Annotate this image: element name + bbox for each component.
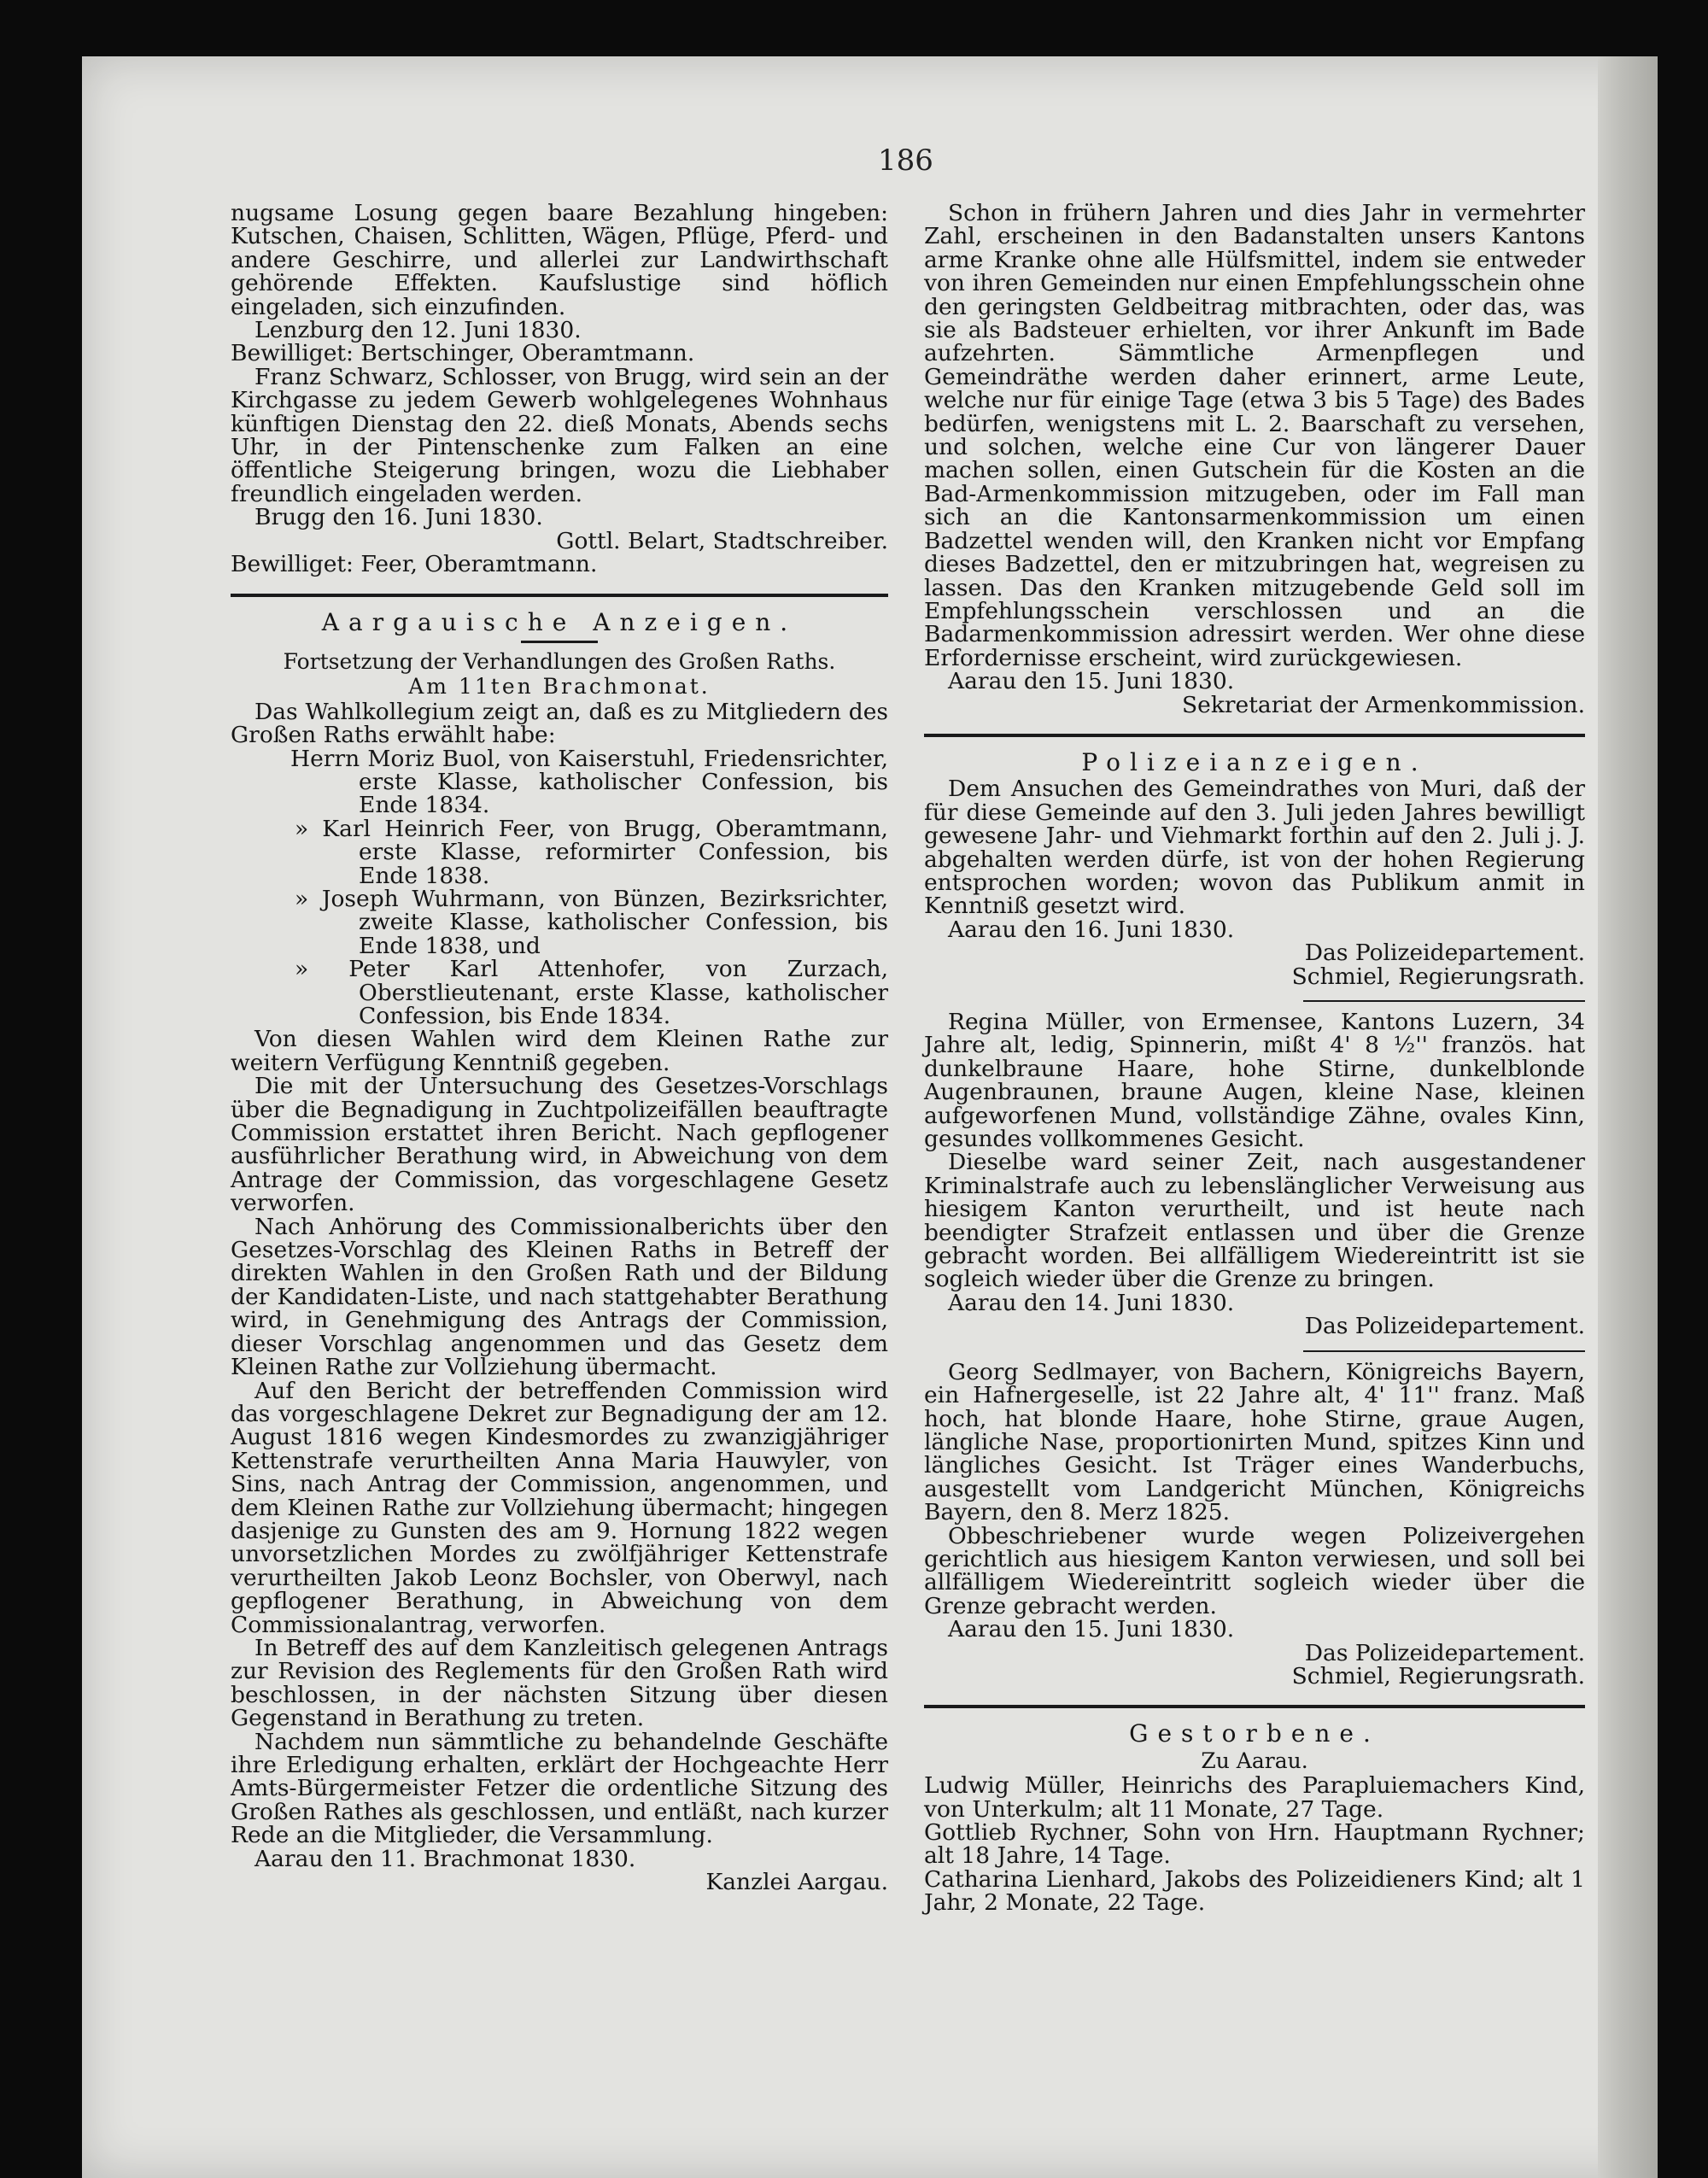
elected-member: Herrn Moriz Buol, von Kaiserstuhl, Friedensrichter, erste Klasse, katholischer Confession, bis Ende 1834. xyxy=(290,745,888,819)
auction-intro: nugsame Losung gegen baare Bezahlung hingeben: Kutschen, Chaisen, Schlitten, Wägen, Pflüge, Pferd- und andere Geschirre, und allerlei zur Landwirthschaft gehörende Effekten. Kaufslustige sind höflich eingeladen, sich einzufinden. xyxy=(231,200,888,320)
brugg-date: Brugg den 16. Juni 1830. xyxy=(254,504,543,531)
death-entry: Catharina Lienhard, Jakobs des Polizeidieners Kind; alt 1 Jahr, 2 Monate, 22 Tage. xyxy=(924,1865,1585,1917)
police-section-title: Polizeianzeigen. xyxy=(1081,747,1428,776)
deaths-section-title: Gestorbene. xyxy=(1129,1719,1380,1748)
bath-notice-date: Aarau den 15. Juni 1830. xyxy=(948,668,1235,695)
section-divider xyxy=(924,1705,1585,1708)
elected-member: » Joseph Wuhrmann, von Bünzen, Bezirksrichter, zweite Klasse, katholischer Confession, bis Ende 1838, und xyxy=(295,885,888,959)
regina-description: Regina Müller, von Ermensee, Kantons Luzern, 34 Jahre alt, ledig, Spinnerin, mißt 4' 8 ½'' französ. hat dunkelbraune Haare, hohe Stirne, dunkelblonde Augenbraunen, braune Augen, kleine Nase, kleinen aufgeworfenen Mund, vollständige Zähne, ovales Kinn, gesundes vollkommenes Gesicht. xyxy=(924,1009,1585,1153)
brugg-approval: Bewilliget: Feer, Oberamtmann. xyxy=(231,551,598,578)
muri-signature: Das Polizeidepartement. xyxy=(1304,940,1585,967)
election-intro: Das Wahlkollegium zeigt an, daß es zu Mitgliedern des Großen Raths erwählt habe: xyxy=(231,698,888,749)
short-divider xyxy=(521,641,598,643)
regulation-paragraph: In Betreff des auf dem Kanzleitisch gelegenen Antrags zur Revision des Reglements für den Großen Rath wird beschlossen, in der nächsten Sitzung über diesen Gegenstand in Berathung zu treten. xyxy=(231,1634,888,1732)
elected-member: » Peter Karl Attenhofer, von Zurzach, Oberstlieutenant, erste Klasse, katholischer Confession, bis Ende 1834. xyxy=(295,956,888,1029)
page-number: 186 xyxy=(878,143,933,178)
muri-signature-2: Schmiel, Regierungsrath. xyxy=(1291,963,1585,990)
regina-expulsion: Dieselbe ward seiner Zeit, nach ausgestandener Kriminalstrafe auch zu lebenslänglicher Verweisung aus hiesigem Kanton verurtheilt, und ist heute nach beendigter Strafzeit entlassen und über die Grenze gebracht worden. Bei allfälligem Wiedereintritt ist sie sogleich wieder über die Grenze zu bringen. xyxy=(924,1149,1585,1293)
closing-paragraph: Nachdem nun sämmtliche zu behandelnde Geschäfte ihre Erledigung erhalten, erklärt der Hochgeachte Herr Amts-Bürgermeister Fetzer die ordentliche Sitzung des Großen Rathes als geschlossen, und entläßt, nach kurzer Rede an die Mitglieder, die Versammlung. xyxy=(231,1728,888,1849)
section-title: Aargauische Anzeigen. xyxy=(321,607,798,636)
georg-date: Aarau den 15. Juni 1830. xyxy=(948,1616,1235,1643)
left-column xyxy=(231,202,888,1894)
regina-date: Aarau den 14. Juni 1830. xyxy=(948,1289,1235,1316)
deaths-location: Zu Aarau. xyxy=(1201,1748,1308,1773)
death-entry: Ludwig Müller, Heinrichs des Parapluiemachers Kind, von Unterkulm; alt 11 Monate, 27 Tage. xyxy=(924,1772,1585,1823)
elected-member: » Karl Heinrich Feer, von Brugg, Oberamtmann, erste Klasse, reformirter Confession, bis Ende 1838. xyxy=(295,815,888,889)
bath-notice-signature: Sekretariat der Armenkommission. xyxy=(1182,691,1585,718)
commission-report-paragraph: Nach Anhörung des Commissionalberichts über den Gesetzes-Vorschlag des Kleinen Raths in Betreff der direkten Wahlen in den Großen Rath und der Bildung der Kandidaten-Liste, und nach stattgehabter Berathung wird, in Genehmigung des Antrags der Commission, dieser Vorschlag angenommen und das Gesetz dem Kleinen Rathe zur Vollziehung übermacht. xyxy=(231,1213,888,1381)
election-note: Von diesen Wahlen wird dem Kleinen Rathe zur weitern Verfügung Kenntniß gegeben. xyxy=(231,1026,888,1076)
lenzburg-approval: Bewilliget: Bertschinger, Oberamtmann. xyxy=(231,340,695,367)
schwarz-notice: Franz Schwarz, Schlosser, von Brugg, wird sein an der Kirchgasse zu jedem Gewerb wohlgelegenes Wohnhaus künftigen Dienstag den 22. dieß Monats, Abends sechs Uhr, in der Pintenschenke zum Falken an eine öffentliche Steigerung bringen, wozu die Liebhaber freundlich eingeladen werden. xyxy=(231,363,888,507)
death-entry: Gottlieb Rychner, Sohn von Hrn. Hauptmann Rychner; alt 18 Jahre, 14 Tage. xyxy=(924,1819,1585,1870)
aarau-date: Aarau den 11. Brachmonat 1830. xyxy=(254,1845,636,1872)
georg-expulsion: Obbeschriebener wurde wegen Polizeivergehen gerichtlich aus hiesigem Kanton verwiesen, und soll bei allfälligem Wiedereintritt sogleich wieder über die Grenze gebracht werden. xyxy=(924,1522,1585,1619)
muri-market-notice: Dem Ansuchen des Gemeindrathes von Muri, daß der für diese Gemeinde auf den 3. Juli jeden Jahres bewilligt gewesene Jahr- und Viehmarkt forthin auf den 2. Juli j. J. abgehalten werden dürfe, ist von der hohen Regierung entsprochen worden; wovon das Publikum anmit in Kenntniß gesetzt wird. xyxy=(924,776,1585,920)
lenzburg-date: Lenzburg den 12. Juni 1830. xyxy=(254,317,582,344)
muri-date: Aarau den 16. Juni 1830. xyxy=(948,916,1235,943)
bath-notice: Schon in frühern Jahren und dies Jahr in vermehrter Zahl, erscheinen in den Badanstalten unsers Kantons arme Kranke ohne alle Hülfsmittel, indem sie entweder von ihren Gemeinden nur einen Empfehlungsschein ohne den geringsten Geldbeitrag mitbrachten, oder das, was sie als Badsteuer erhielten, vor ihrer Ankunft im Bade aufzehrten. Sämmtliche Armenpflegen und Gemeindräthe werden daher erinnert, arme Leute, welche nur für einige Tage (etwa 3 bis 5 Tage) des Bades bedürfen, wenigstens mit L. 2. Baarschaft zu versehen, und solchen, welche eine Cur von längerer Dauer machen sollen, einen Gutschein für die Kosten an die Bad-Armenkommission mitzugeben, oder im Fall man sich an die Kantonsarmenkommission um einen Badzettel wenden will, den Kranken nicht vor Empfang dieses Badzettel, den er mitzubringen hat, wegreisen zu lassen. Das den Kranken mitzugebende Geld soll im Empfehlungsschein verschlossen und an die Badarmenkommission adressirt werden. Wer ohne diese Erfordernisse erscheint, wird zurückgewiesen. xyxy=(924,200,1585,671)
kanzlei-signature: Kanzlei Aargau. xyxy=(705,1869,888,1896)
section-divider xyxy=(231,594,888,597)
georg-signature: Das Polizeidepartement. xyxy=(1304,1639,1585,1666)
session-date: Am 11ten Brachmonat. xyxy=(408,674,711,700)
section-subtitle: Fortsetzung der Verhandlungen des Großen Raths. xyxy=(283,648,836,674)
section-divider xyxy=(924,734,1585,737)
brugg-signature: Gottl. Belart, Stadtschreiber. xyxy=(556,527,888,554)
pardon-paragraph: Auf den Bericht der betreffenden Commission wird das vorgeschlagene Dekret zur Begnadigung der am 12. August 1816 wegen Kindesmordes zu zwanzigjähriger Kettenstrafe verurtheilten Anna Maria Hauwyler, von Sins, nach Antrag der Commission, angenommen, und dem Kleinen Rathe zur Vollziehung übermacht; hingegen dasjenige zu Gunsten des am 9. Hornung 1822 wegen unvorsetzlichen Mordes zu zwölfjähriger Kettenstrafe verurtheilten Jakob Leonz Bochsler, von Oberwyl, nach gepflogener Berathung, in Abweichung von dem Commissionalantrag, verworfen. xyxy=(231,1377,888,1638)
page-edge xyxy=(1598,56,1658,2178)
thin-divider xyxy=(1303,1000,1585,1002)
georg-description: Georg Sedlmayer, von Bachern, Königreichs Bayern, ein Hafnergeselle, ist 22 Jahre alt, 4' 11'' franz. Maß hoch, hat blonde Haare, hohe Stirne, graue Augen, längliche Nase, proportionirten Mund, spitzes Kinn und längliches Gesicht. Ist Träger eines Wanderbuchs, ausgestellt vom Landgericht München, Königreichs Bayern, den 8. Merz 1825. xyxy=(924,1358,1585,1526)
law-proposal-paragraph: Die mit der Untersuchung des Gesetzes-Vorschlags über die Begnadigung in Zuchtpolizeifällen beauftragte Commission erstattet ihren Bericht. Nach gepflogener ausführlicher Berathung wird, in Abweichung von dem Antrage der Commission, das vorgeschlagene Gesetz verworfen. xyxy=(231,1073,888,1217)
right-column xyxy=(924,202,1585,1915)
regina-signature: Das Polizeidepartement. xyxy=(1304,1313,1585,1340)
georg-signature-2: Schmiel, Regierungsrath. xyxy=(1291,1662,1585,1689)
thin-divider xyxy=(1303,1350,1585,1352)
